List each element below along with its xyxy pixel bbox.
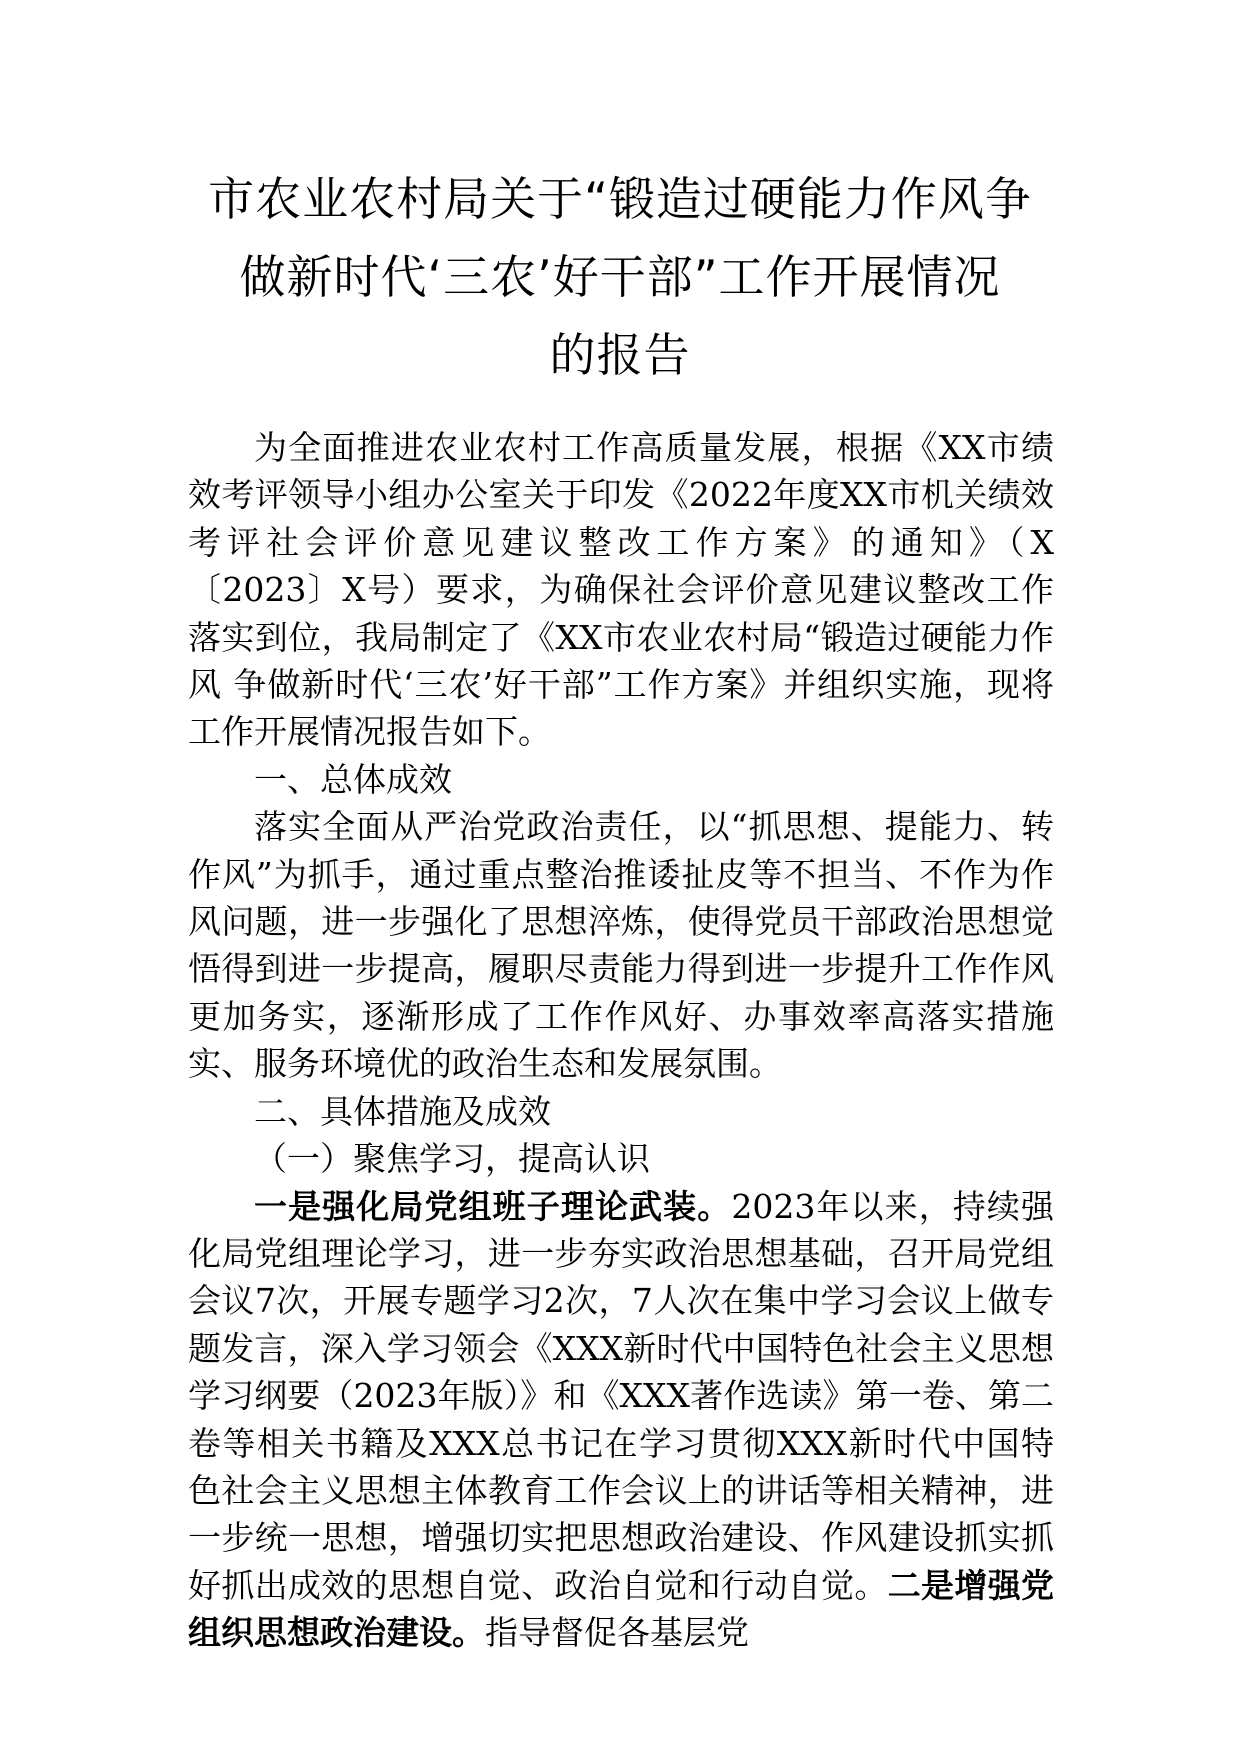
learning-paragraph — [188, 1183, 1054, 1657]
title-line-3: 的报告 — [549, 328, 691, 382]
point-one-text: 2023年以来，持续强化局党组理论学习，进一步夯实政治思想基础，召开局党组会议7次，开展专题学习2次，7人次在集中学习会议上做专题发言，深入学习领会《XXX新时代中国特色社会主义思想学习纲要（2023年版）》和《XXX著作选读》第一卷、第二卷等相关书籍及XXX总书记在学习贯彻XXX新时代中国特色社会主义思想主体教育工作会议上的讲话等相关精神，进一步统一思想，增强切实把思想政治建设、作风建设抓实抓好抓出成效的思想自觉、政治自觉和行动自觉。 — [188, 1186, 1054, 1605]
intro-paragraph: 为全面推进农业农村工作高质量发展，根据《XX市绩效考评领导小组办公室关于印发《2022年度XX市机关绩效考评社会评价意见建议整改工作方案》的通知》（X〔2023〕X号）要求，为确保社会评价意见建议整改工作落实到位，我局制定了《XX市农业农村局“锻造过硬能力作风 争做新时代‘三农’好干部”工作方案》并组织实施，现将工作开展情况报告如下。 — [188, 428, 1054, 752]
overall-results-paragraph: 落实全面从严治党政治责任，以“抓思想、提能力、转作风”为抓手，通过重点整治推诿扯皮等不担当、不作为作风问题，进一步强化了思想淬炼，使得党员干部政治思想觉悟得到进一步提高，履职尽责能力得到进一步提升工作作风更加务实，逐渐形成了工作作风好、办事效率高落实措施实、服务环境优的政治生态和发展氛围。 — [188, 807, 1054, 1084]
section-heading-specific-measures: 二、具体措施及成效 — [254, 1091, 551, 1131]
point-one-heading: 一是强化局党组班子理论武装。 — [254, 1186, 732, 1226]
point-two-heading: 二是增强党组织思想政治建设。 — [188, 1565, 1055, 1653]
point-two-text: 指导督促各基层党 — [485, 1613, 749, 1653]
title-line-1: 市农业农村局关于“锻造过硬能力作风争 — [208, 172, 1032, 226]
subsection-heading-focus-learning: （一）聚焦学习，提高认识 — [254, 1139, 650, 1179]
document-body — [188, 424, 1054, 1657]
title-line-2: 做新时代‘三农’好干部”工作开展情况 — [239, 250, 1001, 304]
document-title — [150, 160, 1090, 394]
section-heading-overall-results: 一、总体成效 — [254, 759, 452, 799]
